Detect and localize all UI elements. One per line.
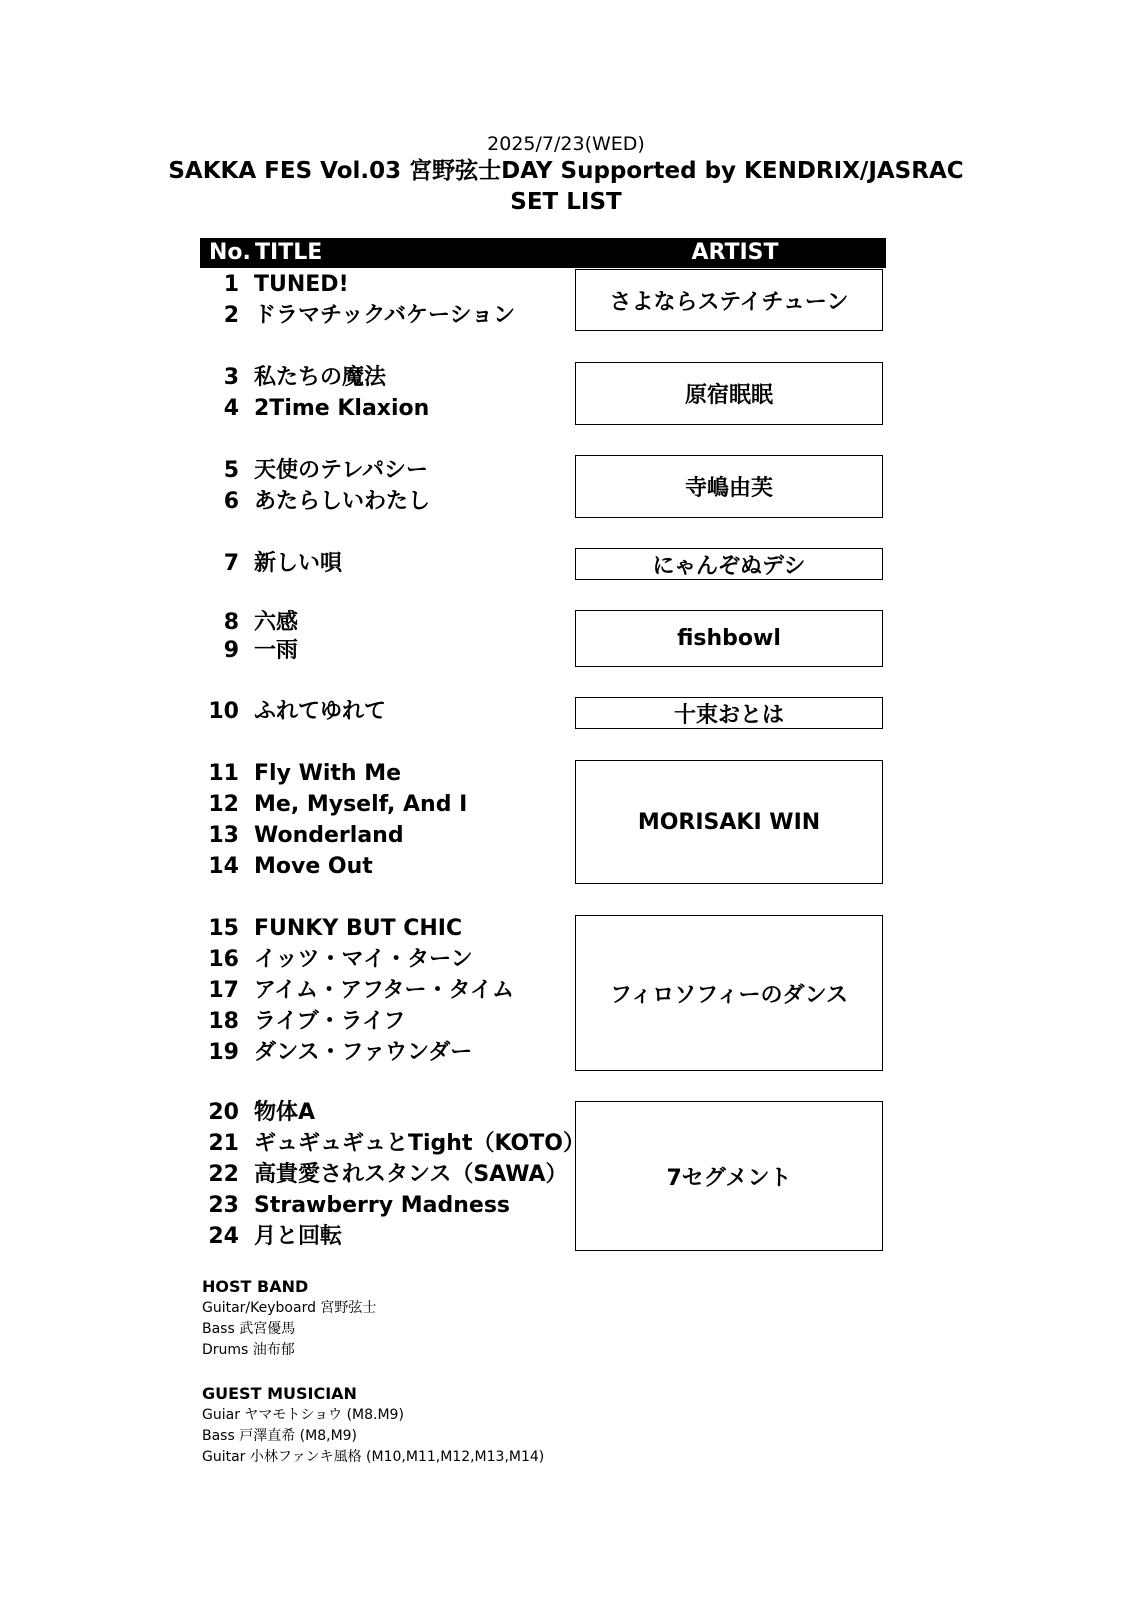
- song-number: 14: [208, 854, 239, 879]
- song-number: 12: [208, 792, 239, 817]
- song-title: アイム・アフター・タイム: [254, 978, 515, 1003]
- host-band-member: Guitar/Keyboard 宮野弦士: [202, 1300, 377, 1316]
- song-title: ダンス・ファウンダー: [254, 1040, 473, 1065]
- column-header-title: TITLE: [255, 240, 323, 265]
- guest-musician-member: Bass 戸澤直希 (M8,M9): [202, 1428, 358, 1444]
- song-number: 6: [223, 489, 239, 514]
- song-number: 20: [208, 1100, 239, 1125]
- song-number: 17: [208, 978, 239, 1003]
- song-number: 22: [208, 1162, 239, 1187]
- song-number: 2: [223, 303, 239, 328]
- column-header-artist: ARTIST: [691, 240, 779, 265]
- song-number: 8: [223, 610, 239, 635]
- song-title: Strawberry Madness: [254, 1193, 511, 1218]
- song-number: 23: [208, 1193, 239, 1218]
- artist-box: にゃんぞぬデシ: [575, 548, 883, 580]
- setlist-title: SET LIST: [510, 189, 622, 215]
- song-title: 月と回転: [254, 1224, 343, 1249]
- song-title: 一雨: [254, 638, 299, 663]
- guest-musician-member: Guiar ヤマモトショウ (M8.M9): [202, 1407, 404, 1423]
- song-title: 高貴愛されスタンス（SAWA）: [254, 1162, 568, 1187]
- song-title: Fly With Me: [254, 761, 402, 786]
- song-title: あたらしいわたし: [254, 489, 431, 514]
- song-title: イッツ・マイ・ターン: [254, 947, 473, 972]
- song-number: 18: [208, 1009, 239, 1034]
- artist-box: MORISAKI WIN: [575, 760, 883, 884]
- song-number: 11: [208, 761, 239, 786]
- song-title: Me, Myself, And I: [254, 792, 468, 817]
- song-title: 物体A: [254, 1100, 316, 1125]
- song-number: 15: [208, 916, 239, 941]
- host-band-heading: HOST BAND: [202, 1277, 309, 1296]
- artist-box: 寺嶋由芙: [575, 455, 883, 518]
- song-number: 16: [208, 947, 239, 972]
- artist-box: フィロソフィーのダンス: [575, 915, 883, 1071]
- song-number: 19: [208, 1040, 239, 1065]
- artist-box: fishbowl: [575, 610, 883, 667]
- song-title: ライブ・ライフ: [254, 1009, 406, 1034]
- song-number: 24: [208, 1224, 239, 1249]
- song-title: 私たちの魔法: [254, 365, 387, 390]
- song-number: 3: [223, 365, 239, 390]
- song-title: 六感: [254, 610, 299, 635]
- song-title: ギュギュギュとTight（KOTO）: [254, 1131, 585, 1156]
- host-band-member: Bass 武宮優馬: [202, 1321, 296, 1337]
- song-title: ふれてゆれて: [254, 699, 387, 724]
- song-number: 7: [223, 551, 239, 576]
- song-number: 10: [208, 699, 239, 724]
- artist-box: さよならステイチューン: [575, 269, 883, 331]
- guest-musician-member: Guitar 小林ファンキ風格 (M10,M11,M12,M13,M14): [202, 1449, 545, 1465]
- song-number: 13: [208, 823, 239, 848]
- song-title: TUNED!: [254, 272, 349, 297]
- artist-box: 7セグメント: [575, 1101, 883, 1251]
- column-header-no: No.: [209, 240, 251, 265]
- setlist-table-header: [200, 238, 886, 268]
- event-date: 2025/7/23(WED): [487, 133, 645, 155]
- song-number: 5: [223, 458, 239, 483]
- song-number: 4: [223, 396, 239, 421]
- artist-box: 原宿眠眠: [575, 362, 883, 425]
- song-title: 新しい唄: [254, 551, 343, 576]
- artist-box: 十束おとは: [575, 697, 883, 729]
- song-title: Wonderland: [254, 823, 404, 848]
- song-number: 1: [223, 272, 239, 297]
- song-title: FUNKY BUT CHIC: [254, 916, 463, 941]
- guest-musician-heading: GUEST MUSICIAN: [202, 1384, 357, 1403]
- event-title: SAKKA FES Vol.03 宮野弦士DAY Supported by KENDRIX/JASRAC: [168, 158, 964, 184]
- song-number: 21: [208, 1131, 239, 1156]
- song-title: 2Time Klaxion: [254, 396, 430, 421]
- song-title: Move Out: [254, 854, 373, 879]
- song-title: 天使のテレパシー: [254, 458, 429, 483]
- song-number: 9: [223, 638, 239, 663]
- host-band-member: Drums 油布郁: [202, 1342, 295, 1358]
- song-title: ドラマチックバケーション: [254, 303, 516, 328]
